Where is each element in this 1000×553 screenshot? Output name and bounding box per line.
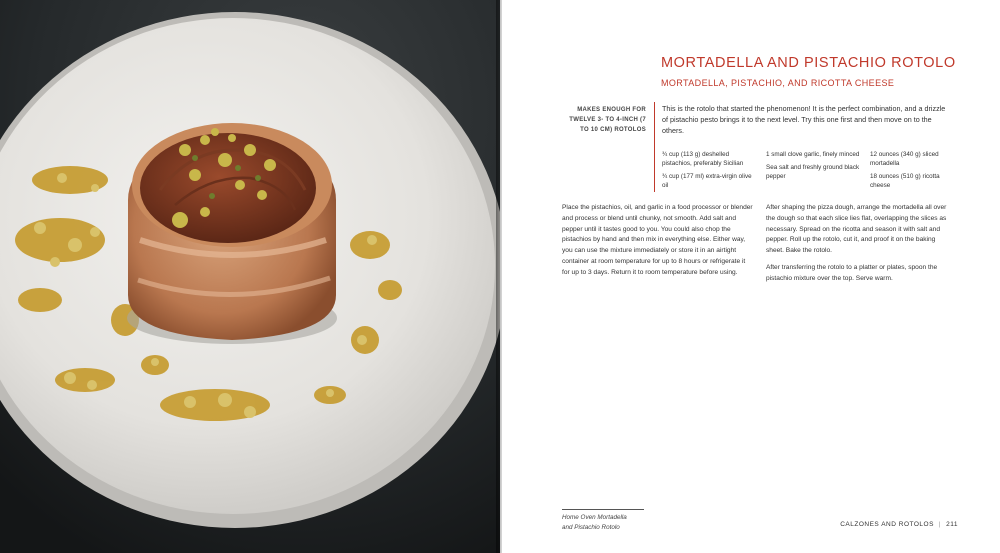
caption-rule	[562, 509, 644, 510]
ingredient-item: 12 ounces (340 g) sliced mortadella	[870, 151, 939, 167]
footer-section-title: CALZONES AND ROTOLOS	[840, 521, 934, 528]
recipe-yield: MAKES ENOUGH FOR TWELVE 3- TO 4-INCH (7 TO 10 CM) ROTOLOS	[569, 107, 646, 133]
method-column-right	[766, 203, 954, 291]
recipe-title: MORTADELLA AND PISTACHIO ROTOLO	[661, 55, 956, 71]
ingredient-item: Sea salt and freshly ground black pepper	[766, 164, 860, 180]
ingredient-item: 18 ounces (510 g) ricotta cheese	[870, 173, 940, 189]
ingredient-item: ¾ cup (177 ml) extra-virgin olive oil	[662, 173, 752, 189]
method-paragraph: After transferring the rotolo to a platter or plates, spoon the pistachio mixture over the top. Serve warm.	[766, 263, 938, 282]
ingredients-column-2	[766, 150, 861, 185]
ingredients-column-1	[662, 150, 757, 194]
recipe-subtitle: MORTADELLA, PISTACHIO, AND RICOTTA CHEESE	[661, 78, 895, 88]
photo-caption	[562, 513, 652, 532]
method-paragraph: After shaping the pizza dough, arrange the mortadella all over the dough so that each slice lies flat, overlapping the slices as necessary. Spread on the ricotta and season it with salt and pepper. Roll up the rotolo, cut it, and proof it on the baking sheet. Bake the rotolo.	[766, 204, 947, 255]
page-footer	[840, 521, 958, 528]
caption-line: and Pistachio Rotolo	[562, 523, 620, 531]
page-number: 211	[946, 521, 958, 528]
method-paragraph: Place the pistachios, oil, and garlic in a food processor or blender and process or blend until chunky, not smooth. Add salt and pepper until it tastes good to you. You could also chop the pistachios by hand and then mix in everything else. Either way, you can use the mixture immediately or store it in an airtight container at room temperature for up to 8 hours or refrigerate it for up to 3 days. Return it to room temperature before using.	[562, 204, 753, 276]
ingredients-column-3	[870, 150, 950, 194]
ingredient-item: 1 small clove garlic, finely minced	[766, 151, 860, 158]
method-column-left	[562, 203, 753, 285]
footer-separator: |	[938, 521, 942, 528]
caption-line: Home Oven Mortadella	[562, 514, 627, 521]
recipe-intro: This is the rotolo that started the phenomenon! It is the perfect combination, and a drizzle of pistachio pesto brings it to the next level. Try this one first and then move on to the others.	[662, 104, 946, 135]
ingredient-item: ¾ cup (113 g) deshelled pistachios, preferably Sicilian	[662, 151, 744, 167]
divider-rule	[654, 102, 655, 192]
